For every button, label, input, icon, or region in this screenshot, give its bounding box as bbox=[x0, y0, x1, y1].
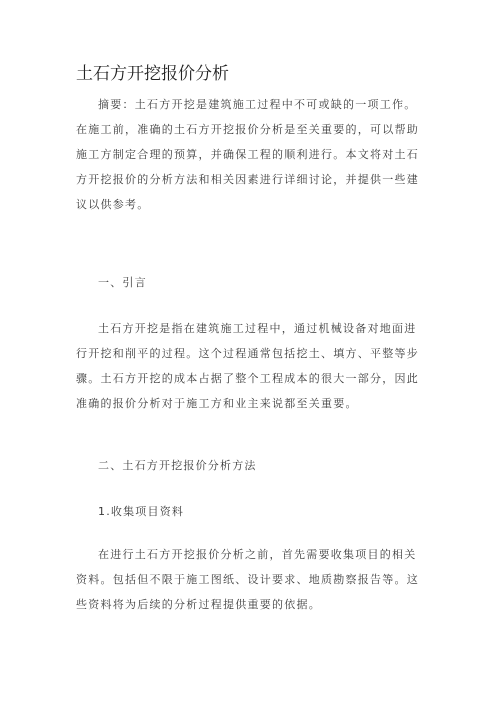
subsection-heading-collect-project-data: 1.收集项目资料 bbox=[98, 505, 185, 518]
collect-project-data-paragraph: 在进行土石方开挖报价分析之前，首先需要收集项目的相关资料。包括但不限于施工图纸、设计要求、地质勘察报告等。这些资料将为后续的分析过程提供重要的依据。 bbox=[76, 548, 419, 611]
introduction-paragraph: 土石方开挖是指在建筑施工过程中，通过机械设备对地面进行开挖和削平的过程。这个过程通常包括挖土、填方、平整等步骤。土石方开挖的成本占据了整个工程成本的很大一部分，因此准确的报价分析对于施工方和业主来说都至关重要。 bbox=[76, 322, 419, 410]
section-heading-introduction: 一、引言 bbox=[98, 276, 147, 289]
document-title: 土石方开挖报价分析 bbox=[76, 64, 229, 84]
abstract-paragraph: 摘要：土石方开挖是建筑施工过程中不可或缺的一项工作。在施工前，准确的土石方开挖报价分析是至关重要的，可以帮助施工方制定合理的预算，并确保工程的顺利进行。本文将对土石方开挖报价的分析方法和相关因素进行详细讨论，并提供一些建议以供参考。 bbox=[76, 98, 419, 211]
section-heading-quote-analysis-method: 二、土石方开挖报价分析方法 bbox=[98, 459, 257, 472]
